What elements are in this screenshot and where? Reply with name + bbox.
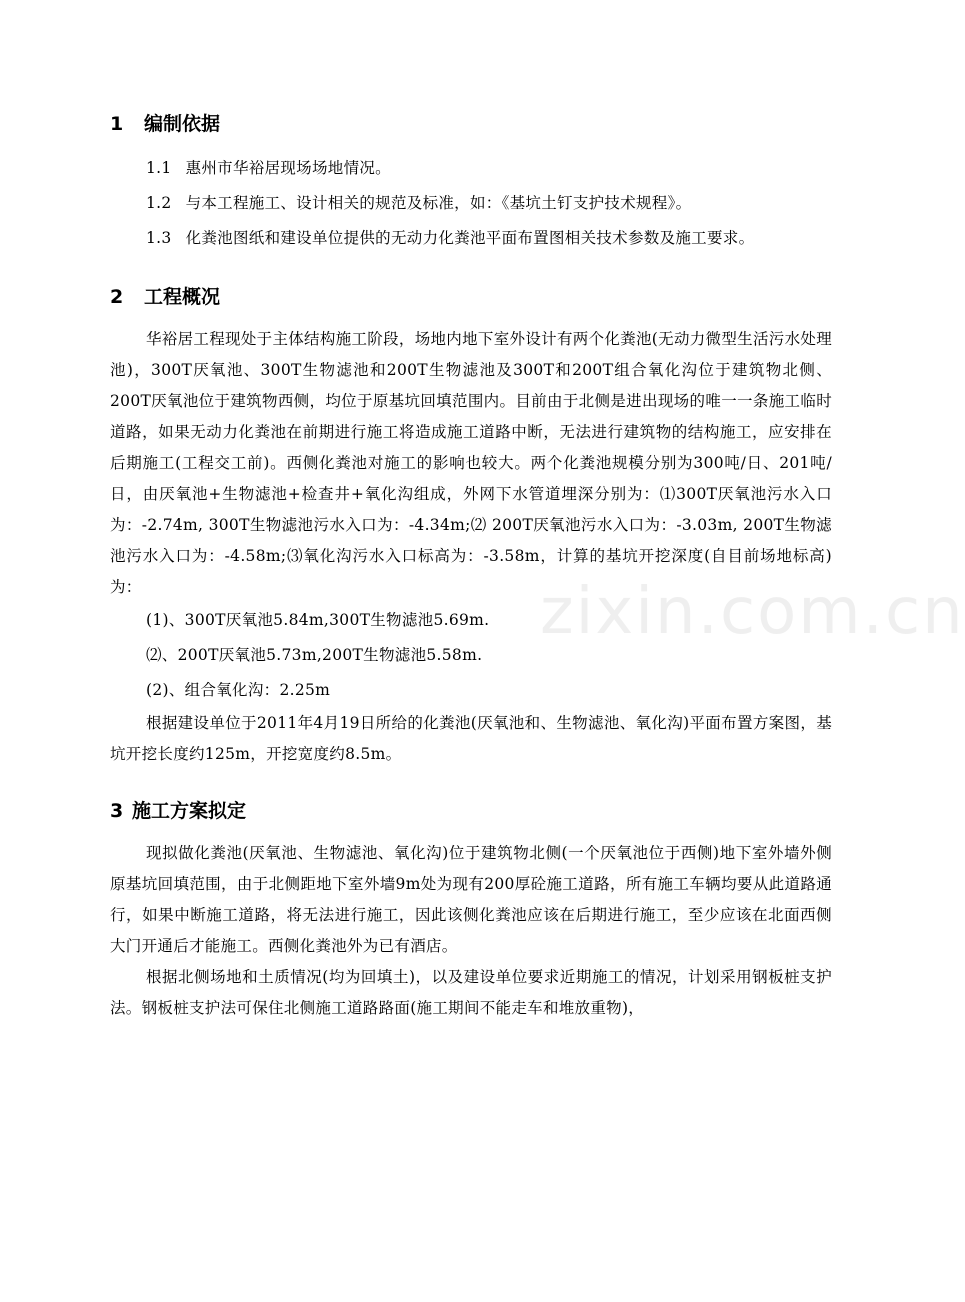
section-2-title: 工程概况 (144, 286, 221, 308)
section-2-line-2: (1)、300T厌氧池5.84m,300T生物滤池5.69m. (146, 611, 490, 629)
document-page (110, 105, 832, 1024)
section-2-heading (110, 278, 832, 316)
section-1-heading (110, 105, 832, 143)
item-index: 1.3 (146, 229, 172, 247)
section-2-number: 2 (110, 286, 124, 308)
section-2-paragraph-1: 华裕居工程现处于主体结构施工阶段，场地内地下室外设计有两个化粪池(无动力微型生活污水处理池)，300T厌氧池、300T生物滤池和200T生物滤池及300T和200T组合氧化沟位于建筑物北侧、200T厌氧池位于建筑物西侧，均位于原基坑回填范围内。目前由于北侧是进出现场的唯一一条施工临时道路，如果无动力化粪池在前期进行施工将造成施工道路中断，无法进行建筑物的结构施工，应安排在后期施工(工程交工前)。西侧化粪池对施工的影响也较大。两个化粪池规模分别为300吨/日、201吨/日，由厌氧池+生物滤池+检查井+氧化沟组成，外网下水管道埋深分别为：⑴300T厌氧池污水入口为：-2.74m, 300T生物滤池污水入口为：-4.34m;⑵ 200T厌氧池污水入口为：-3.03m, 200T生物滤池污水入口为：-4.58m;⑶氧化沟污水入口标高为：-3.58m，计算的基坑开挖深度(自目前场地标高)为： (110, 330, 832, 596)
item-index: 1.2 (146, 194, 172, 212)
section-2-line-3: ⑵、200T厌氧池5.73m,200T生物滤池5.58m. (146, 646, 483, 664)
section-3-title: 施工方案拟定 (132, 800, 247, 822)
section-1-title: 编制依据 (144, 113, 221, 135)
section-2-paragraph-5: 根据建设单位于2011年4月19日所给的化粪池(厌氧池和、生物滤池、氧化沟)平面布置方案图，基坑开挖长度约125m，开挖宽度约8.5m。 (110, 714, 832, 763)
section-3-paragraph-1: 现拟做化粪池(厌氧池、生物滤池、氧化沟)位于建筑物北侧(一个厌氧池位于西侧)地下室外墙外侧原基坑回填范围，由于北侧距地下室外墙9m处为现有200厚砼施工道路，所有施工车辆均要从此道路通行，如果中断施工道路，将无法进行施工，因此该侧化粪池应该在后期进行施工，至少应该在北面西侧大门开通后才能施工。西侧化粪池外为已有酒店。 (110, 844, 832, 955)
section-2-line-4: (2)、组合氧化沟：2.25m (146, 681, 331, 699)
watermark: zixin.com.cn (540, 575, 965, 649)
item-index: 1.1 (146, 159, 172, 177)
section-1-item-1 (110, 151, 832, 186)
item-text: 惠州市华裕居现场场地情况。 (185, 159, 391, 177)
item-text: 与本工程施工、设计相关的规范及标准，如：《基坑土钉支护技术规程》。 (185, 194, 692, 212)
section-1-number: 1 (110, 113, 124, 135)
section-1-item-3 (110, 221, 832, 256)
item-text: 化粪池图纸和建设单位提供的无动力化粪池平面布置图相关技术参数及施工要求。 (185, 229, 755, 247)
section-1-item-2 (110, 186, 832, 221)
section-3-heading (110, 792, 832, 830)
section-3-number: 3 (110, 800, 124, 822)
section-3-paragraph-2: 根据北侧场地和土质情况(均为回填土)，以及建设单位要求近期施工的情况，计划采用钢板桩支护法。钢板桩支护法可保住北侧施工道路路面(施工期间不能走车和堆放重物)， (110, 968, 832, 1017)
